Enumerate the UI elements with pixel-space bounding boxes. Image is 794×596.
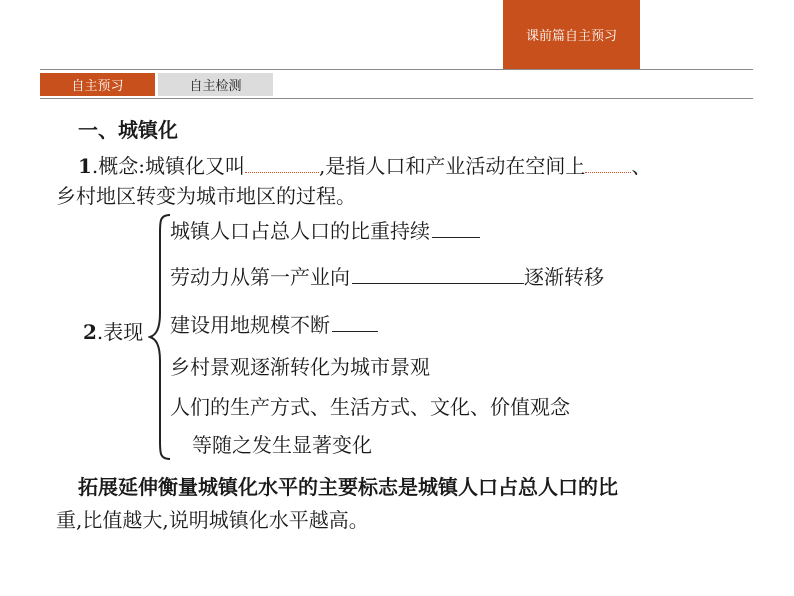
section-header-tab: 课前篇自主预习 xyxy=(503,0,640,69)
extension-lead: 拓展延伸 xyxy=(78,475,158,499)
concept-end: 、 xyxy=(631,154,652,178)
concept-mid: ,是指人口和产业活动在空间上 xyxy=(319,154,586,178)
manifest-item-4: 乡村景观逐渐转化为城市景观 xyxy=(170,355,430,379)
concept-line xyxy=(78,154,651,176)
manifest-item-3-text: 建设用地规模不断 xyxy=(170,313,330,337)
concept-label: .概念:城镇化又叫 xyxy=(91,154,246,178)
manifest-item-2-text: 劳动力从第一产业向 xyxy=(170,265,350,289)
header-rule xyxy=(40,69,753,70)
manifest-blank-2[interactable] xyxy=(352,265,524,284)
manifest-item-3 xyxy=(170,313,378,335)
tab-bar xyxy=(40,73,273,96)
tab-self-preview[interactable]: 自主预习 xyxy=(40,73,155,96)
manifest-item-2 xyxy=(170,265,604,287)
manifest-item-1-text: 城镇人口占总人口的比重持续 xyxy=(170,219,430,243)
concept-line-2: 乡村地区转变为城市地区的过程。 xyxy=(56,184,356,208)
extension-body: 衡量城镇化水平的主要标志是城镇人口占总人口的比 xyxy=(158,475,618,499)
concept-blank-2[interactable] xyxy=(585,154,631,173)
tab-rule xyxy=(40,98,753,99)
manifest-label xyxy=(83,322,143,342)
manifest-blank-1[interactable] xyxy=(432,219,480,238)
extension-line xyxy=(78,477,618,497)
manifest-item-5-cont: 等随之发生显著变化 xyxy=(192,433,372,457)
manifest-item-1 xyxy=(170,219,480,241)
manifest-item-2-tail: 逐渐转移 xyxy=(524,265,604,289)
concept-number: 1 xyxy=(78,154,92,178)
manifest-title: .表现 xyxy=(96,320,144,344)
manifest-item-5: 人们的生产方式、生活方式、文化、价值观念 xyxy=(170,395,570,419)
manifest-blank-3[interactable] xyxy=(332,313,378,332)
tab-self-check[interactable]: 自主检测 xyxy=(158,73,273,96)
manifest-number: 2 xyxy=(83,320,97,344)
section-heading: 一、城镇化 xyxy=(78,118,178,142)
curly-brace-icon xyxy=(148,213,172,461)
extension-line-2: 重,比值越大,说明城镇化水平越高。 xyxy=(56,508,369,532)
concept-blank-1[interactable] xyxy=(245,154,319,173)
